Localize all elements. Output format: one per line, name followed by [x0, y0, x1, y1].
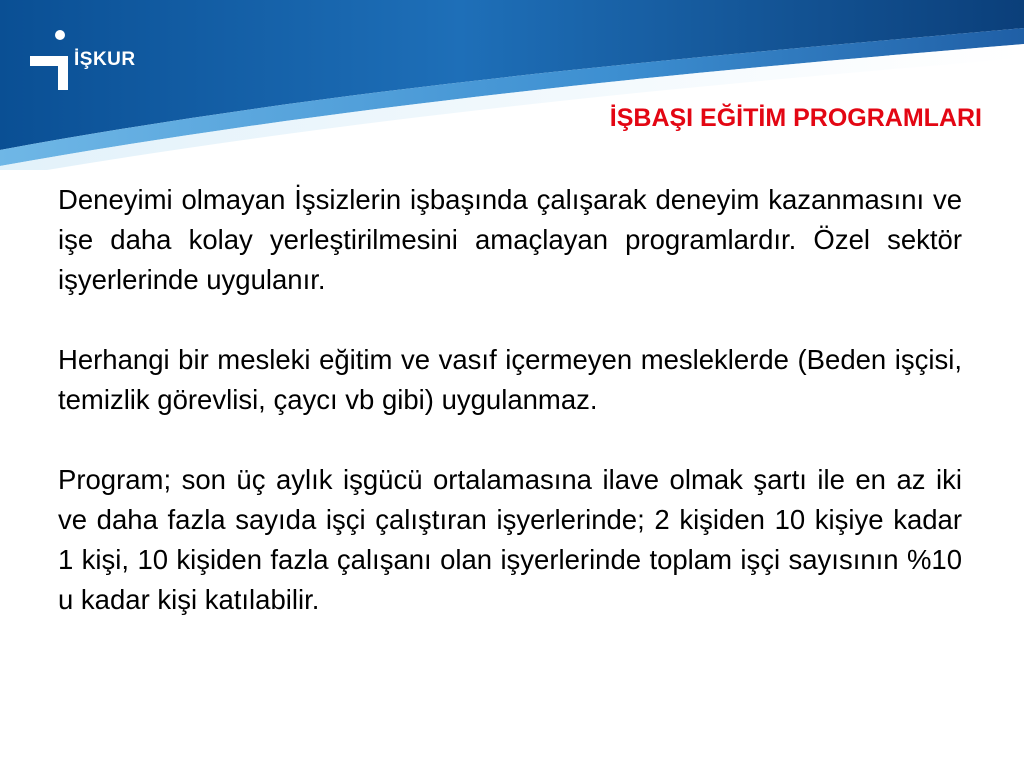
- paragraph-eligibility: Program; son üç aylık işgücü ortalamasına ilave olmak şartı ile en az iki ve daha fazla sayıda işçi çalıştıran işyerlerinde; 2 kişiden 10 kişiye kadar 1 kişi, 10 kişiden fazla çalışanı olan işyerlerinde toplam işçi sayısının %10 u kadar kişi katılabilir.: [58, 464, 962, 615]
- slide-body: [58, 180, 962, 660]
- paragraph-exclusions: Herhangi bir mesleki eğitim ve vasıf içermeyen mesleklerde (Beden işçisi, temizlik görevlisi, çaycı vb gibi) uygulanmaz.: [58, 344, 962, 415]
- logo-wordmark: İŞKUR: [74, 49, 136, 70]
- paragraph-definition: Deneyimi olmayan İşsizlerin işbaşında çalışarak deneyim kazanmasını ve işe daha kolay yerleştirilmesini amaçlayan programlardır. Özel sektör işyerlerinde uygulanır.: [58, 184, 962, 295]
- logo-dot-icon: [55, 30, 65, 40]
- slide-title: İŞBAŞI EĞİTİM PROGRAMLARI: [609, 104, 982, 132]
- logo-hook-icon: [30, 56, 68, 90]
